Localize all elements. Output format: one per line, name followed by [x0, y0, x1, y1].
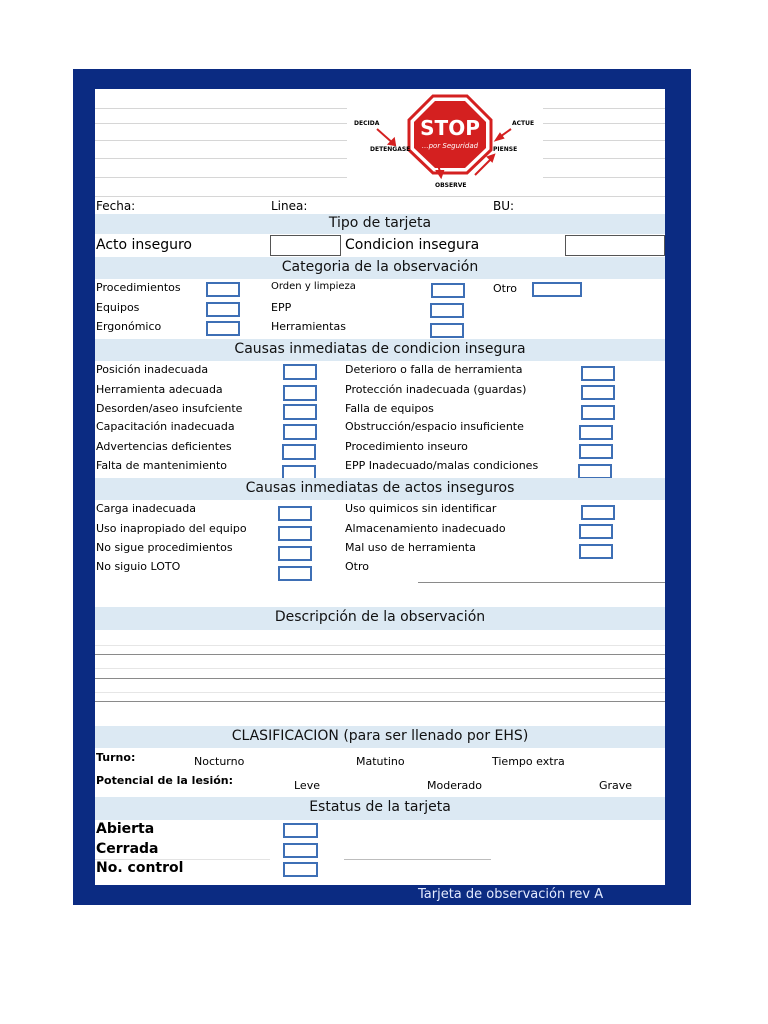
checkbox-abierta[interactable]: [283, 823, 318, 838]
clasificacion-title: CLASIFICACION (para ser llenado por EHS): [231, 728, 529, 744]
cond-right-item: Falla de equipos: [345, 402, 434, 415]
turno-label: Turno:: [96, 751, 136, 764]
estatus-abierta: Abierta: [96, 821, 155, 837]
rule-line: [95, 668, 665, 669]
linea-label: Linea:: [271, 199, 308, 213]
cat-orden-limpieza: Orden y limpieza: [271, 281, 356, 292]
word-piense: PIENSE: [493, 146, 518, 153]
checkbox-cond-left[interactable]: [283, 385, 317, 401]
condicion-insegura-box[interactable]: [565, 235, 665, 256]
categoria-title: Categoria de la observación: [281, 259, 479, 275]
checkbox-cond-right[interactable]: [581, 385, 615, 400]
cond-right-item: Obstrucción/espacio insuficiente: [345, 420, 524, 433]
acto-right-item: Uso quimicos sin identificar: [345, 502, 497, 515]
rule-line: [95, 645, 665, 646]
potencial-label: Potencial de la lesión:: [96, 774, 234, 787]
acto-right-item: Almacenamiento inadecuado: [345, 522, 506, 535]
condicion-header: [95, 339, 665, 361]
rule-line: [95, 692, 665, 693]
word-actue: ACTUE: [512, 120, 535, 127]
fecha-label: Fecha:: [96, 199, 136, 213]
checkbox-cond-left[interactable]: [283, 424, 317, 440]
checkbox-acto-left[interactable]: [278, 526, 312, 541]
checkbox-equipos[interactable]: [206, 302, 240, 317]
checkbox-cond-right[interactable]: [579, 444, 613, 459]
checkbox-cond-left[interactable]: [282, 444, 316, 460]
cond-left-item: Posición inadecuada: [96, 363, 209, 376]
cat-ergonomico: Ergonómico: [96, 320, 162, 333]
description-line[interactable]: [95, 701, 665, 702]
checkbox-cond-right[interactable]: [581, 366, 615, 381]
turno-tiempo-extra[interactable]: Tiempo extra: [492, 755, 565, 768]
checkbox-cond-right[interactable]: [581, 405, 615, 420]
condicion-insegura-label: Condicion insegura: [345, 237, 480, 253]
estatus-title: Estatus de la tarjeta: [309, 799, 451, 815]
estatus-header: [95, 797, 665, 820]
word-decida: DECIDA: [354, 120, 380, 127]
cond-right-item: Procedimiento inseuro: [345, 440, 468, 453]
checkbox-orden-limpieza[interactable]: [431, 283, 465, 298]
acto-left-item: Carga inadecuada: [96, 502, 196, 515]
cat-procedimientos: Procedimientos: [96, 281, 181, 294]
checkbox-acto-right[interactable]: [579, 544, 613, 559]
turno-matutino[interactable]: Matutino: [356, 755, 405, 768]
checkbox-acto-right[interactable]: [581, 505, 615, 520]
rule-line: [95, 859, 270, 860]
tipo-title: Tipo de tarjeta: [328, 215, 432, 231]
potencial-leve[interactable]: Leve: [294, 779, 320, 792]
checkbox-herramientas[interactable]: [430, 323, 464, 338]
cat-epp: EPP: [271, 301, 292, 314]
acto-right-item: Mal uso de herramienta: [345, 541, 476, 554]
cat-otro: Otro: [493, 282, 517, 295]
checkbox-no-control[interactable]: [283, 862, 318, 877]
descripcion-header: [95, 607, 665, 630]
cond-left-item: Falta de mantenimiento: [96, 459, 228, 472]
potencial-moderado[interactable]: Moderado: [427, 779, 482, 792]
cond-right-item: EPP Inadecuado/malas condiciones: [345, 459, 539, 472]
description-line[interactable]: [95, 678, 665, 679]
checkbox-acto-left[interactable]: [278, 566, 312, 581]
rule-line: [95, 196, 665, 197]
word-observe: OBSERVE: [435, 182, 467, 189]
cond-left-item: Herramienta adecuada: [96, 383, 223, 396]
checkbox-acto-left[interactable]: [278, 546, 312, 561]
otro-write-line: [418, 582, 665, 583]
cat-equipos: Equipos: [96, 301, 140, 314]
acto-left-item: No sigue procedimientos: [96, 541, 233, 554]
estatus-no-control: No. control: [96, 860, 184, 876]
checkbox-ergonomico[interactable]: [206, 321, 240, 336]
estatus-cerrada: Cerrada: [96, 841, 159, 857]
acto-inseguro-label: Acto inseguro: [96, 237, 192, 253]
footer-revision: Tarjeta de observación rev A: [418, 887, 604, 902]
clasificacion-header: [95, 726, 665, 748]
checkbox-acto-right[interactable]: [579, 524, 613, 539]
cat-herramientas: Herramientas: [271, 320, 346, 333]
categoria-header: [95, 257, 665, 279]
descripcion-title: Descripción de la observación: [274, 609, 486, 625]
stop-subtext: ...por Seguridad: [421, 142, 479, 150]
potencial-grave[interactable]: Grave: [599, 779, 633, 792]
cond-left-item: Advertencias deficientes: [96, 440, 232, 453]
stop-text: STOP: [420, 116, 480, 140]
acto-left-item: Uso inapropiado del equipo: [96, 522, 247, 535]
checkbox-acto-left[interactable]: [278, 506, 312, 521]
checkbox-cond-right[interactable]: [578, 464, 612, 479]
bu-label: BU:: [493, 199, 515, 213]
cond-right-item: Protección inadecuada (guardas): [345, 383, 527, 396]
checkbox-cond-left[interactable]: [283, 364, 317, 380]
acto-right-item: Otro: [345, 560, 369, 573]
cond-left-item: Desorden/aseo insufciente: [96, 402, 243, 415]
cond-right-item: Deterioro o falla de herramienta: [345, 363, 523, 376]
control-number-line[interactable]: [344, 859, 491, 860]
checkbox-procedimientos[interactable]: [206, 282, 240, 297]
description-line[interactable]: [95, 654, 665, 655]
checkbox-cerrada[interactable]: [283, 843, 318, 858]
word-detengase: DETENGASE: [370, 146, 411, 153]
checkbox-epp[interactable]: [430, 303, 464, 318]
checkbox-cond-left[interactable]: [283, 404, 317, 420]
checkbox-cond-right[interactable]: [579, 425, 613, 440]
acto-left-item: No siguio LOTO: [96, 560, 181, 573]
condicion-title: Causas inmediatas de condicion insegura: [234, 341, 526, 357]
stop-logo: [347, 93, 543, 195]
checkbox-otro[interactable]: [532, 282, 582, 297]
cond-left-item: Capacitación inadecuada: [96, 420, 235, 433]
turno-nocturno[interactable]: Nocturno: [194, 755, 245, 768]
actos-header: [95, 478, 665, 500]
actos-title: Causas inmediatas de actos inseguros: [245, 480, 515, 496]
acto-inseguro-box[interactable]: [270, 235, 341, 256]
tipo-header: [95, 214, 665, 234]
